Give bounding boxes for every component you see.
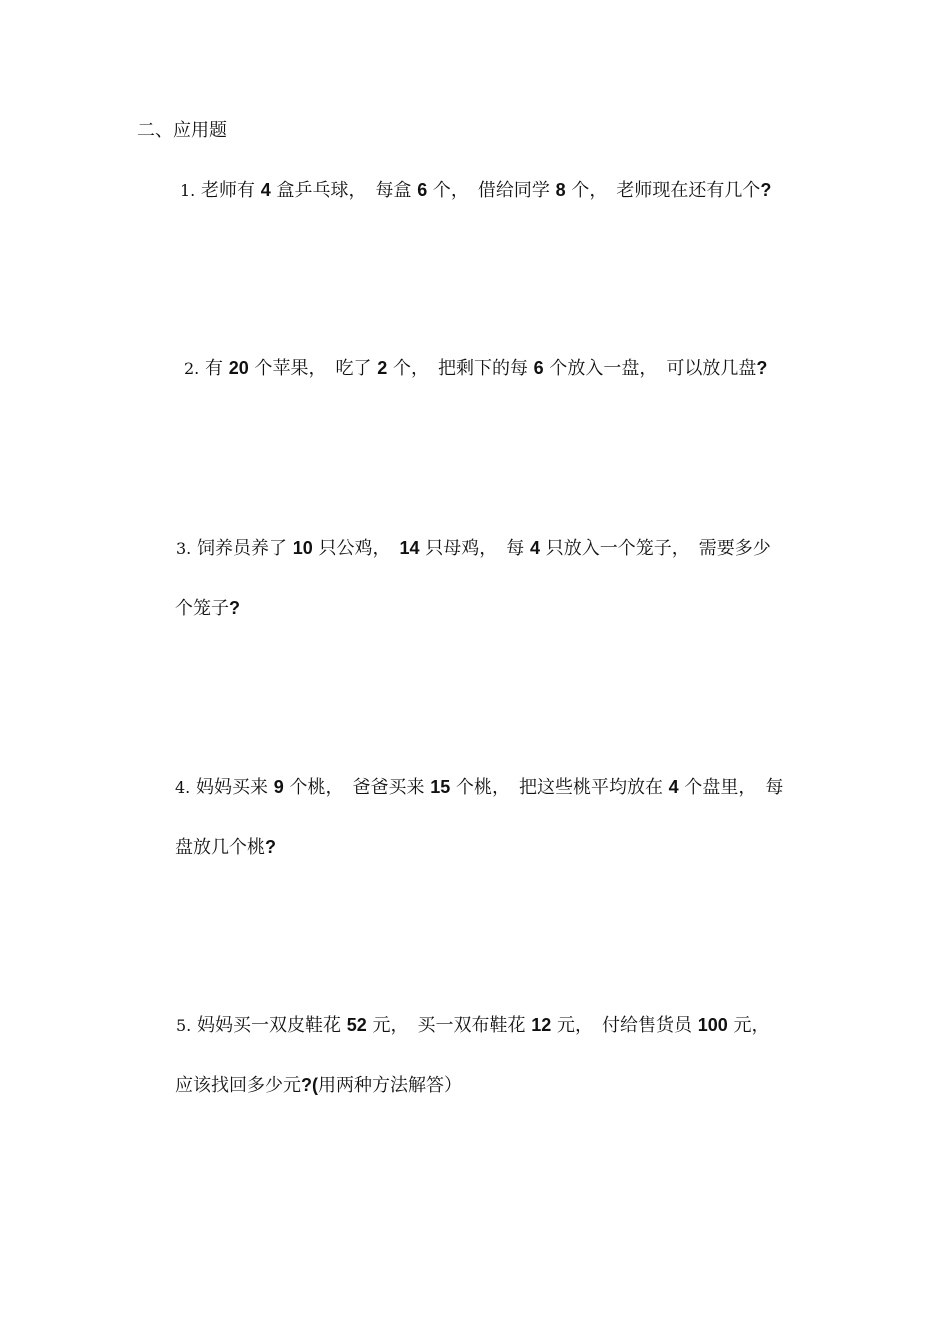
question-text: 应该找回多少元 [175, 1075, 301, 1096]
question-text: 妈妈买来 [190, 777, 274, 798]
number-value: ? [760, 180, 772, 200]
number-value: 15 [430, 777, 451, 797]
number-value: ? [756, 358, 768, 378]
number-value: 2 [377, 358, 388, 378]
question-text: 个盘里， 每 [678, 777, 784, 798]
question-text: 个， 老师现在还有几个 [565, 180, 761, 201]
question-text: 元， 付给售货员 [551, 1015, 698, 1036]
question-text: 只放入一个笼子， 需要多少 [539, 538, 771, 559]
number-value: 20 [228, 358, 249, 378]
number-value: 100 [697, 1015, 728, 1035]
question-number: 2. [184, 359, 200, 378]
question-text: 个， 借给同学 [427, 180, 556, 201]
question-number: 1. [180, 181, 196, 200]
number-value: ? [229, 598, 240, 618]
number-value: 6 [417, 180, 428, 200]
number-value: 52 [346, 1015, 367, 1035]
number-value: 4 [668, 777, 679, 797]
question-text: 个， 把剩下的每 [387, 358, 534, 379]
section-title: 二、应用题 [137, 120, 227, 141]
question-text: 个桃， 爸爸买来 [283, 777, 431, 798]
question-text: 老师有 [195, 180, 261, 201]
question-text: 盘放几个桃 [175, 837, 265, 858]
question-3-line-2 [175, 596, 240, 621]
question-text: 有 [199, 358, 229, 379]
question-number: 3. [176, 539, 192, 558]
question-text: 个苹果， 吃了 [248, 358, 378, 379]
number-value: 4 [260, 180, 271, 200]
question-number: 4. [175, 778, 191, 797]
question-3-line-1 [176, 536, 771, 561]
question-5-line-1 [176, 1013, 769, 1038]
number-value: 4 [529, 538, 540, 558]
number-value: 14 [399, 538, 420, 558]
question-2-line-1 [184, 356, 767, 381]
question-text: 元， 买一双布鞋花 [366, 1015, 532, 1036]
question-4-line-1 [175, 775, 783, 800]
question-text: 饲养员养了 [191, 538, 293, 559]
question-4-line-2 [175, 835, 276, 860]
question-text: 个桃， 把这些桃平均放在 [450, 777, 669, 798]
number-value: 8 [555, 180, 566, 200]
question-text: 个放入一盘， 可以放几盘 [543, 358, 757, 379]
number-value: ? [265, 837, 276, 857]
question-text: 用两种方法解答） [318, 1075, 462, 1096]
question-text: 只母鸡， 每 [419, 538, 530, 559]
question-1-line-1 [180, 178, 771, 203]
question-text: 妈妈买一双皮鞋花 [191, 1015, 347, 1036]
number-value: ?( [301, 1075, 318, 1095]
number-value: 10 [292, 538, 313, 558]
question-text: 元， [727, 1015, 770, 1036]
number-value: 6 [533, 358, 544, 378]
question-text: 只公鸡， [312, 538, 400, 559]
question-5-line-2 [175, 1073, 462, 1098]
number-value: 9 [273, 777, 284, 797]
question-text: 盒乒乓球， 每盒 [270, 180, 418, 201]
question-text: 个笼子 [175, 598, 229, 619]
number-value: 12 [531, 1015, 552, 1035]
question-number: 5. [176, 1016, 192, 1035]
